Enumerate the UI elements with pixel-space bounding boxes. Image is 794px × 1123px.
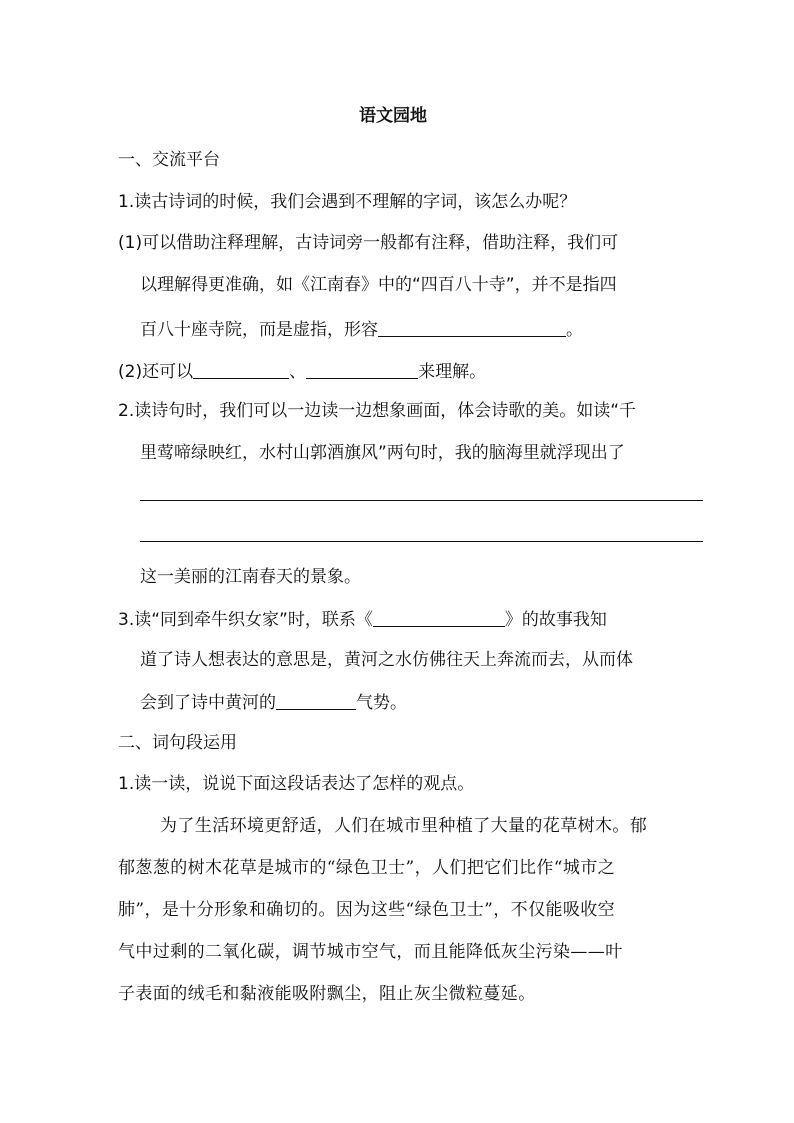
passage-line-4: 气中过剩的二氧化碳，调节城市空气，而且能降低灰尘污染——叶 [118,942,623,962]
q1-p1-line3-end: 。 [566,320,583,340]
q1-p2-sep: 、 [289,362,307,382]
q3-line1 [118,606,607,632]
passage-line-3: 肺”，是十分形象和确切的。因为这些“绿色卫士”，不仅能吸收空 [118,900,616,920]
blank-describe[interactable] [378,316,566,337]
q2-answer-line-1[interactable] [140,500,703,501]
s2-q1-prompt: 1.读一读，说说下面这段话表达了怎样的观点。 [118,774,475,794]
q2-line3: 这一美丽的江南春天的景象。 [140,567,361,587]
q1-p1-line2: 以理解得更准确，如《江南春》中的“四百八十寺”，并不是指四 [140,275,617,295]
section1-heading: 一、交流平台 [118,150,220,170]
blank-momentum[interactable] [276,689,356,710]
q2-line2: 里莺啼绿映红，水村山郭酒旗风”两句时，我的脑海里就浮现出了 [140,443,625,463]
q1-p2-text: (2)还可以 [118,362,194,382]
q2-answer-line-2[interactable] [140,541,703,542]
page-title: 语文园地 [359,106,427,126]
passage-line-5: 子表面的绒毛和黏液能吸附飘尘，阻止灰尘微粒蔓延。 [118,984,536,1004]
q1-p1-line1: (1)可以借助注释理解，古诗词旁一般都有注释，借助注释，我们可 [118,233,619,253]
q1-prompt: 1.读古诗词的时候，我们会遇到不理解的字词，该怎么办呢？ [118,192,577,212]
blank-story[interactable] [373,606,505,627]
q3-line2: 道了诗人想表达的意思是，黄河之水仿佛往天上奔流而去，从而体 [140,650,633,670]
q1-p1-line3-text: 百八十座寺院，而是虚指，形容 [140,320,378,340]
q1-p2 [118,358,486,384]
q3-line1-end: 》的故事我知 [504,610,607,630]
q3-line3-end: 气势。 [356,693,407,713]
blank-method-1[interactable] [193,358,289,379]
blank-method-2[interactable] [306,358,418,379]
q2-line1: 2.读诗句时，我们可以一边读一边想象画面，体会诗歌的美。如读“千 [118,401,637,421]
section2-heading: 二、词句段运用 [118,733,237,753]
q3-line1-start: 3.读“同到牵牛织女家”时，联系《 [118,610,373,630]
q1-p2-end: 来理解。 [418,362,487,382]
q3-line3-start: 会到了诗中黄河的 [140,693,276,713]
passage-line-2: 郁葱葱的树木花草是城市的“绿色卫士”，人们把它们比作“城市之 [118,858,616,878]
q1-p1-line3 [140,316,583,342]
q3-line3 [140,689,407,715]
passage-line-1: 为了生活环境更舒适，人们在城市里种植了大量的花草树木。郁 [160,816,648,836]
